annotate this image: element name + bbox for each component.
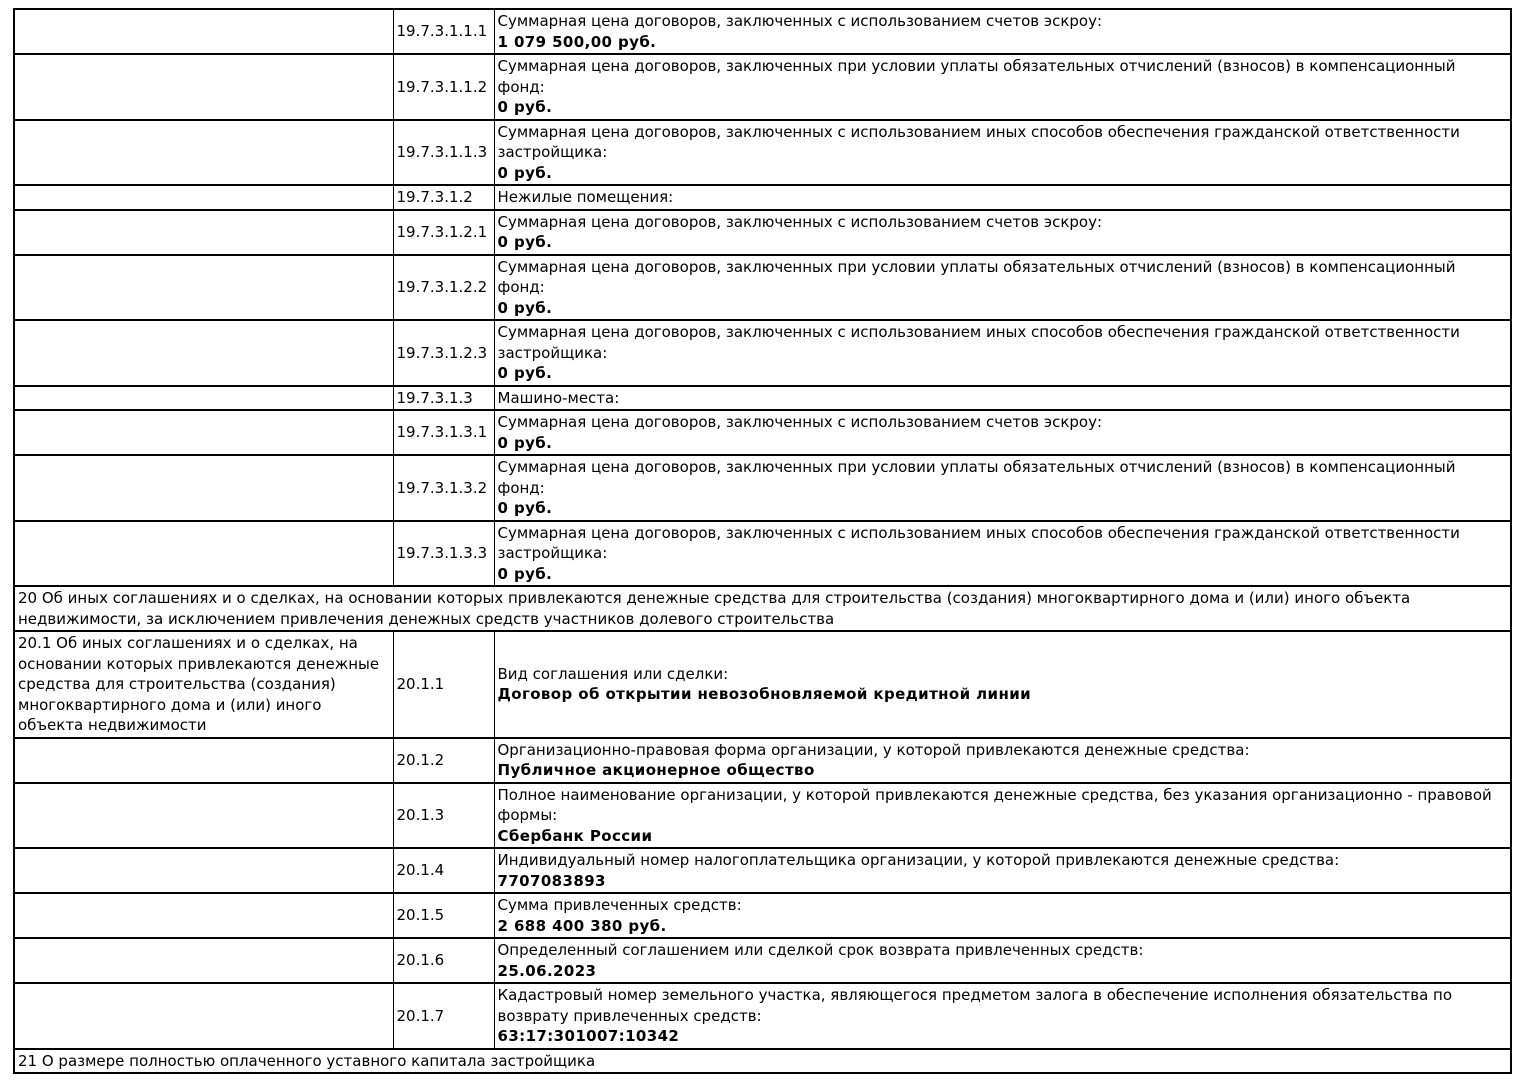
row-left-description bbox=[14, 893, 393, 938]
row-content-cell bbox=[494, 120, 1511, 186]
row-left-description bbox=[14, 410, 393, 455]
row-value: 0 руб. bbox=[497, 499, 553, 517]
row-label: Нежилые помещения: bbox=[497, 188, 674, 206]
table-row bbox=[14, 9, 1511, 54]
row-content-cell bbox=[494, 9, 1511, 54]
disclosure-table bbox=[13, 8, 1512, 1074]
row-content-cell bbox=[494, 386, 1511, 411]
row-code: 20.1.4 bbox=[393, 848, 494, 893]
row-code: 19.7.3.1.2.3 bbox=[393, 320, 494, 386]
row-label: Организационно-правовая форма организации, у которой привлекаются денежные средства: bbox=[497, 740, 1250, 759]
row-label: Суммарная цена договоров, заключенных с использованием счетов эскроу: bbox=[497, 413, 1103, 431]
row-label: Суммарная цена договоров, заключенных с использованием счетов эскроу: bbox=[497, 212, 1103, 231]
table-row bbox=[14, 738, 1511, 783]
section-header-text: 20 Об иных соглашениях и о сделках, на основании которых привлекаются денежные средства для строительства (создания) многоквартирного дома и (или) иного объекта недвижимости, за исключением привлечения денежных средств участников долевого строительства bbox=[14, 586, 1511, 631]
row-code: 19.7.3.1.2.2 bbox=[393, 255, 494, 321]
row-label: Суммарная цена договоров, заключенных с использованием иных способов обеспечения гражданской ответственности застройщика: bbox=[497, 323, 1460, 362]
row-code: 19.7.3.1.1.3 bbox=[393, 120, 494, 186]
row-left-description bbox=[14, 255, 393, 321]
row-code: 20.1.2 bbox=[393, 738, 494, 783]
row-code: 20.1.1 bbox=[393, 631, 494, 738]
row-left-description bbox=[14, 455, 393, 521]
row-code: 19.7.3.1.3 bbox=[393, 386, 494, 411]
row-value: 63:17:301007:10342 bbox=[497, 1027, 680, 1045]
row-left-description bbox=[14, 120, 393, 186]
row-content-cell bbox=[494, 938, 1511, 983]
table-row bbox=[14, 410, 1511, 455]
row-label: Индивидуальный номер налогоплательщика организации, у которой привлекаются денежные средства: bbox=[497, 851, 1340, 869]
table-body bbox=[14, 9, 1511, 1073]
section-header-text: 21 О размере полностью оплаченного уставного капитала застройщика bbox=[14, 1049, 1511, 1074]
row-label: Суммарная цена договоров, заключенных с использованием иных способов обеспечения гражданской ответственности застройщика: bbox=[497, 122, 1460, 161]
table-row bbox=[14, 320, 1511, 386]
row-left-description bbox=[14, 320, 393, 386]
row-content-cell bbox=[494, 410, 1511, 455]
row-label: Вид соглашения или сделки: bbox=[497, 664, 729, 683]
row-left-description bbox=[14, 386, 393, 411]
table-row bbox=[14, 120, 1511, 186]
row-left-description bbox=[14, 848, 393, 893]
row-content-cell bbox=[494, 783, 1511, 849]
row-value: Договор об открытии невозобновляемой кредитной линии bbox=[497, 685, 1032, 704]
row-content-cell bbox=[494, 983, 1511, 1049]
row-value: 0 руб. bbox=[497, 564, 553, 583]
row-code: 20.1.5 bbox=[393, 893, 494, 938]
row-label: Суммарная цена договоров, заключенных с использованием иных способов обеспечения гражданской ответственности застройщика: bbox=[497, 523, 1460, 562]
table-row bbox=[14, 54, 1511, 120]
section-header-row bbox=[14, 586, 1511, 631]
row-value: 7707083893 bbox=[497, 871, 606, 890]
row-content-cell bbox=[494, 320, 1511, 386]
row-content-cell bbox=[494, 893, 1511, 938]
row-value: 0 руб. bbox=[497, 298, 553, 317]
row-left-description bbox=[14, 738, 393, 783]
row-code: 19.7.3.1.2.1 bbox=[393, 210, 494, 255]
table-row bbox=[14, 210, 1511, 255]
table-row bbox=[14, 938, 1511, 983]
table-row bbox=[14, 255, 1511, 321]
row-content-cell bbox=[494, 255, 1511, 321]
row-label: Кадастровый номер земельного участка, являющегося предметом залога в обеспечение исполнения обязательства по возврату привлеченных средств: bbox=[497, 986, 1453, 1025]
row-label: Сумма привлеченных средств: bbox=[497, 896, 742, 914]
row-label: Машино-места: bbox=[497, 388, 620, 407]
row-content-cell bbox=[494, 631, 1511, 738]
row-left-description bbox=[14, 983, 393, 1049]
table-row bbox=[14, 783, 1511, 849]
row-value: Сбербанк России bbox=[497, 826, 653, 845]
row-value: 0 руб. bbox=[497, 163, 553, 182]
row-content-cell bbox=[494, 738, 1511, 783]
row-code: 20.1.3 bbox=[393, 783, 494, 849]
row-label: Суммарная цена договоров, заключенных с использованием счетов эскроу: bbox=[497, 12, 1103, 30]
table-row bbox=[14, 455, 1511, 521]
row-left-description: 20.1 Об иных соглашениях и о сделках, на основании которых привлекаются денежные средства для строительства (создания) многоквартирного дома и (или) иного объекта недвижимости bbox=[14, 631, 393, 738]
row-value: 25.06.2023 bbox=[497, 961, 597, 980]
row-left-description bbox=[14, 9, 393, 54]
row-left-description bbox=[14, 938, 393, 983]
table-row bbox=[14, 893, 1511, 938]
row-label: Суммарная цена договоров, заключенных при условии уплаты обязательных отчислений (взносов) в компенсационный фонд: bbox=[497, 458, 1456, 497]
row-code: 19.7.3.1.2 bbox=[393, 185, 494, 210]
table-row bbox=[14, 386, 1511, 411]
row-value: 1 079 500,00 руб. bbox=[497, 32, 657, 51]
row-code: 19.7.3.1.1.1 bbox=[393, 9, 494, 54]
row-label: Полное наименование организации, у которой привлекаются денежные средства, без указания организационно - правовой формы: bbox=[497, 785, 1492, 824]
table-row bbox=[14, 185, 1511, 210]
row-label: Суммарная цена договоров, заключенных при условии уплаты обязательных отчислений (взносов) в компенсационный фонд: bbox=[497, 57, 1456, 96]
row-content-cell bbox=[494, 54, 1511, 120]
row-code: 19.7.3.1.1.2 bbox=[393, 54, 494, 120]
table-row bbox=[14, 631, 1511, 738]
row-label: Определенный соглашением или сделкой срок возврата привлеченных средств: bbox=[497, 941, 1144, 959]
row-left-description bbox=[14, 783, 393, 849]
row-value: 2 688 400 380 руб. bbox=[497, 916, 667, 935]
row-value: Публичное акционерное общество bbox=[497, 761, 815, 779]
table-row bbox=[14, 521, 1511, 587]
row-code: 19.7.3.1.3.3 bbox=[393, 521, 494, 587]
row-left-description bbox=[14, 210, 393, 255]
row-value: 0 руб. bbox=[497, 98, 553, 116]
row-code: 20.1.7 bbox=[393, 983, 494, 1049]
table-row bbox=[14, 848, 1511, 893]
row-value: 0 руб. bbox=[497, 433, 553, 452]
row-code: 20.1.6 bbox=[393, 938, 494, 983]
row-content-cell bbox=[494, 185, 1511, 210]
table-row bbox=[14, 983, 1511, 1049]
row-content-cell bbox=[494, 210, 1511, 255]
row-value: 0 руб. bbox=[497, 364, 553, 382]
row-left-description bbox=[14, 54, 393, 120]
row-left-description bbox=[14, 185, 393, 210]
row-code: 19.7.3.1.3.2 bbox=[393, 455, 494, 521]
row-content-cell bbox=[494, 455, 1511, 521]
row-value: 0 руб. bbox=[497, 233, 553, 251]
row-code: 19.7.3.1.3.1 bbox=[393, 410, 494, 455]
row-content-cell bbox=[494, 521, 1511, 587]
section-header-row bbox=[14, 1049, 1511, 1074]
row-content-cell bbox=[494, 848, 1511, 893]
row-left-description bbox=[14, 521, 393, 587]
row-label: Суммарная цена договоров, заключенных при условии уплаты обязательных отчислений (взносов) в компенсационный фонд: bbox=[497, 257, 1456, 296]
